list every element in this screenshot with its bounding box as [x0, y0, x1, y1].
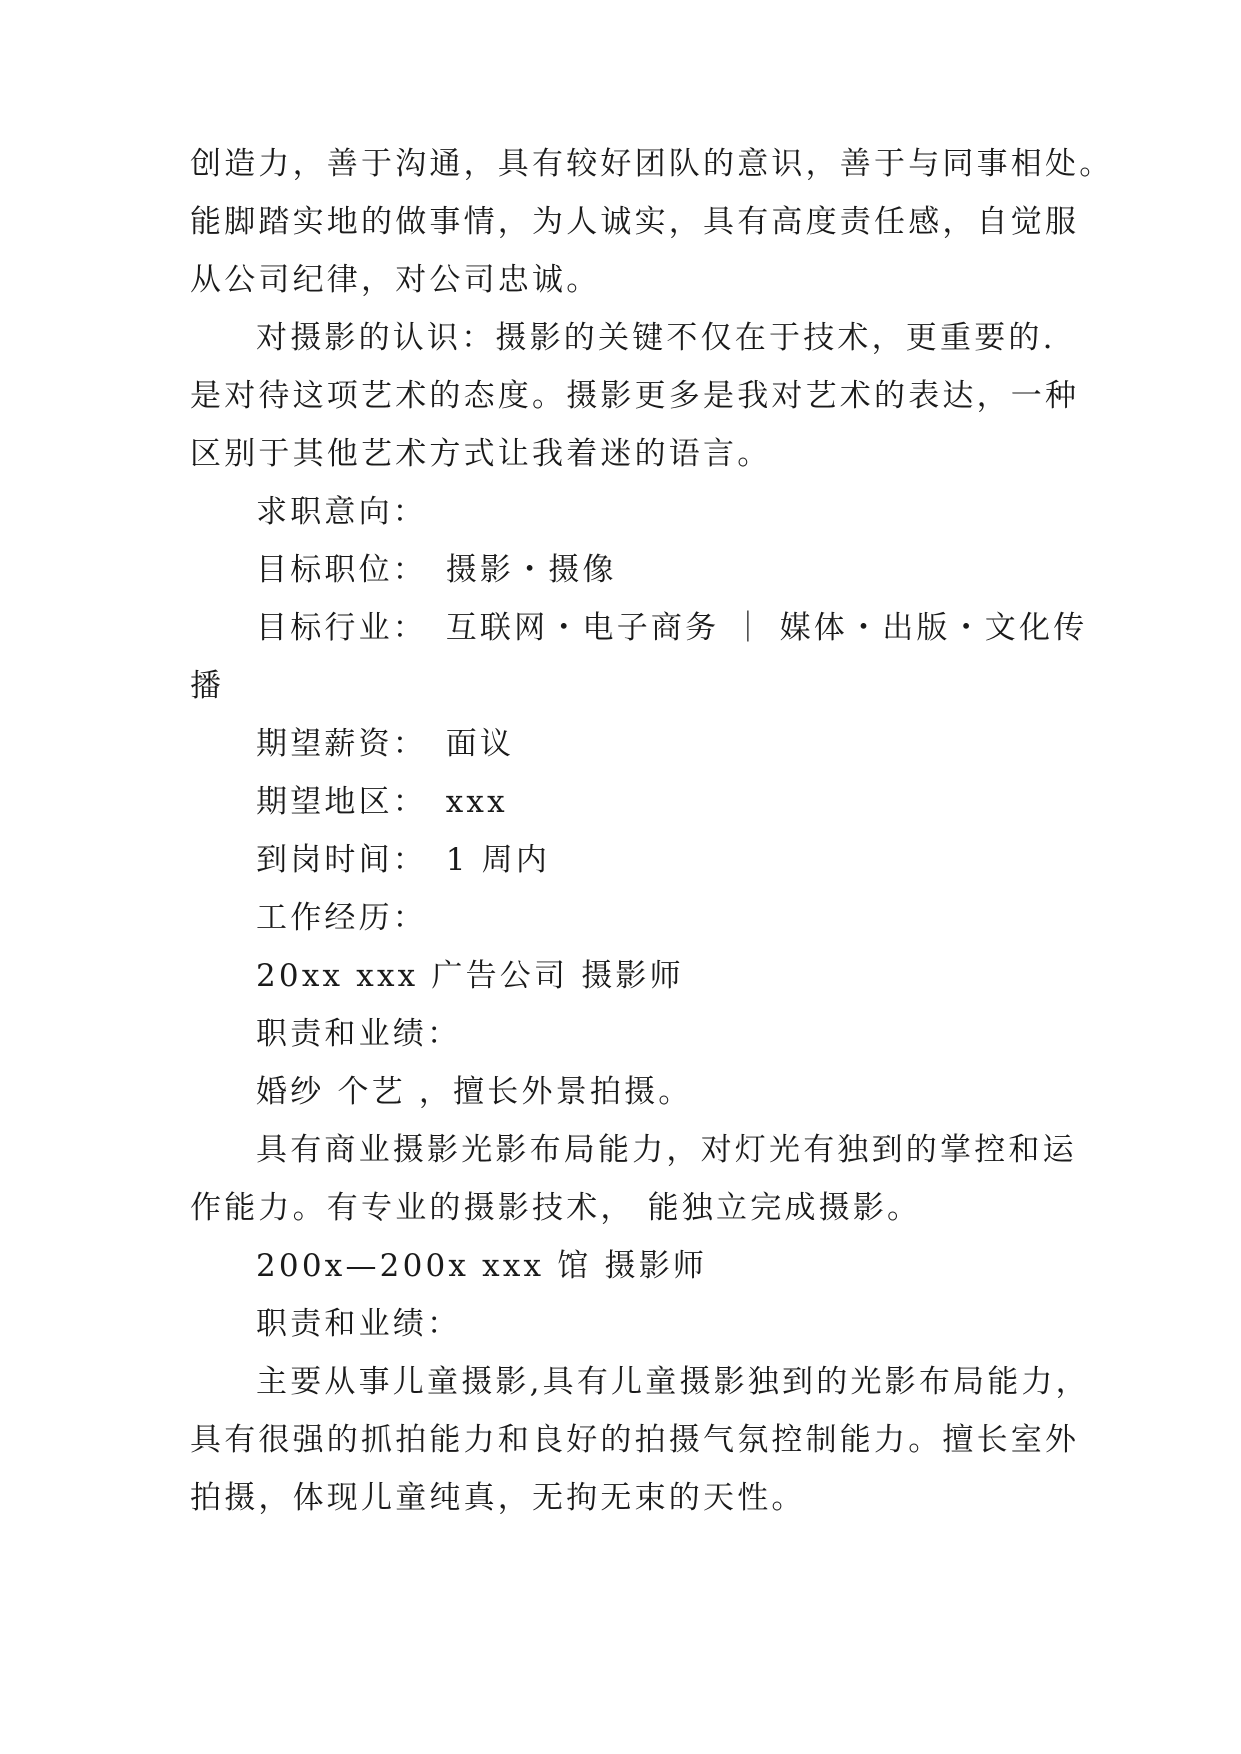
paragraph-line: 创造力，善于沟通，具有较好团队的意识，善于与同事相处。	[190, 146, 1114, 182]
job-entry: 20xx xxx 广告公司 摄影师	[256, 958, 684, 994]
paragraph-line: 主要从事儿童摄影,具有儿童摄影独到的光影布局能力，	[256, 1364, 1090, 1400]
field-line: 到岗时间： 1 周内	[256, 842, 551, 878]
job-entry: 200x—200x xxx 馆 摄影师	[256, 1248, 708, 1284]
paragraph-line: 作能力。有专业的摄影技术， 能独立完成摄影。	[190, 1190, 922, 1226]
section-heading: 工作经历：	[256, 900, 427, 936]
paragraph-line: 能脚踏实地的做事情，为人诚实，具有高度责任感，自觉服	[190, 204, 1080, 240]
paragraph-line: 具有商业摄影光影布局能力，对灯光有独到的掌控和运	[256, 1132, 1077, 1168]
field-line: 目标行业： 互联网・电子商务 ｜ 媒体・出版・文化传	[256, 610, 1088, 646]
field-line-continuation: 播	[190, 668, 225, 704]
field-line: 期望地区： xxx	[256, 784, 508, 820]
paragraph-line: 从公司纪律，对公司忠诚。	[190, 262, 601, 298]
subheading: 职责和业绩：	[256, 1016, 462, 1052]
paragraph-line: 婚纱 个艺 ，擅长外景拍摄。	[256, 1074, 693, 1110]
paragraph-line: 对摄影的认识：摄影的关键不仅在于技术，更重要的.	[256, 320, 1056, 356]
paragraph-line: 区别于其他艺术方式让我着迷的语言。	[190, 436, 772, 472]
subheading: 职责和业绩：	[256, 1306, 462, 1342]
field-line: 目标职位： 摄影・摄像	[256, 552, 617, 588]
section-heading: 求职意向：	[256, 494, 427, 530]
paragraph-line: 拍摄，体现儿童纯真，无拘无束的天性。	[190, 1480, 806, 1516]
field-line: 期望薪资： 面议	[256, 726, 515, 762]
paragraph-line: 是对待这项艺术的态度。摄影更多是我对艺术的表达，一种	[190, 378, 1080, 414]
paragraph-line: 具有很强的抓拍能力和良好的拍摄气氛控制能力。擅长室外	[190, 1422, 1080, 1458]
